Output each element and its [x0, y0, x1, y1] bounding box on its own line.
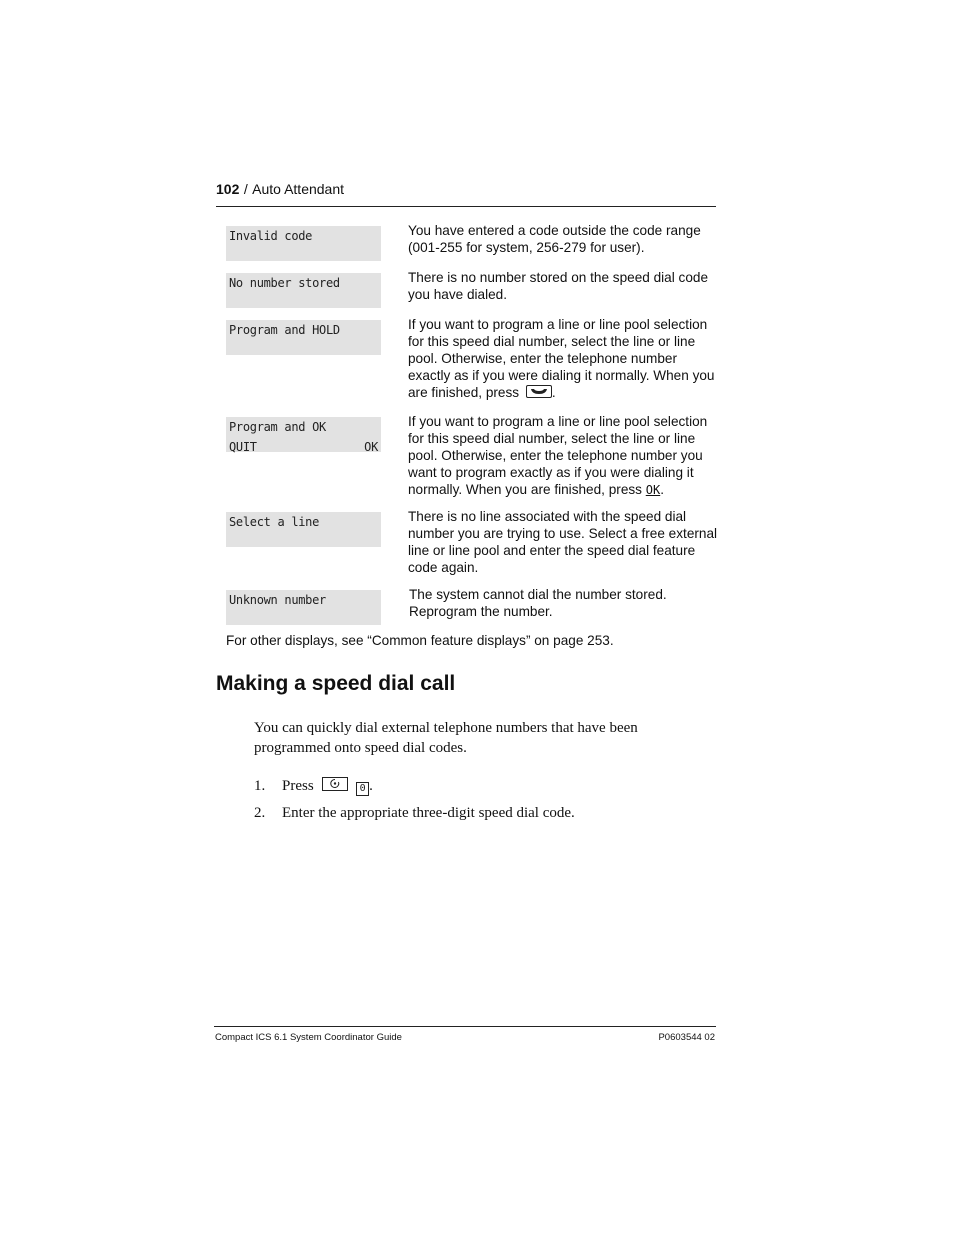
display-select-a-line: [226, 512, 381, 547]
display-invalid-code: [226, 226, 381, 261]
display-line: Select a line: [229, 515, 320, 529]
display-line: Unknown number: [229, 593, 326, 607]
zero-key: 0: [356, 782, 369, 796]
step-text: Enter the appropriate three-digit speed dial code.: [282, 805, 575, 821]
step-2: [254, 805, 575, 822]
section-name: Auto Attendant: [252, 181, 345, 197]
cross-reference-note: For other displays, see “Common feature displays” on page 253.: [226, 633, 614, 648]
display-line: No number stored: [229, 276, 340, 290]
step-1: 1. Press 0 .: [254, 778, 373, 794]
display-description: You have entered a code outside the code range (001-255 for system, 256-279 for user).: [408, 223, 701, 255]
step-number: 2.: [254, 805, 266, 821]
description-text: If you want to program a line or line pool selection for this speed dial number, select the line or line pool. Otherwise, enter the telephone number exactly as if you were dialing it normally. When you are finished, press: [408, 317, 715, 400]
description-text: If you want to program a line or line pool selection for this speed dial number, select the line or line pool. Otherwise, enter the telephone number you want to program exactly as if you were dialing it normally. When you are finished, press: [408, 414, 708, 497]
header-separator: /: [243, 181, 248, 197]
page-number: 102: [216, 181, 240, 197]
intro-paragraph: You can quickly dial external telephone numbers that have been programmed onto speed dial codes.: [254, 720, 638, 756]
display-program-and-hold: [226, 320, 381, 355]
display-program-and-ok: [226, 417, 381, 452]
softkey-quit: QUIT: [229, 440, 257, 454]
section-title: Making a speed dial call: [216, 672, 456, 695]
step-text: Press: [282, 778, 314, 794]
display-description: If you want to program a line or line pool selection for this speed dial number, select the line or line pool. Otherwise, enter the telephone number you want to program exactly as if you were dialing it normally. When you are finished, press OK.: [408, 414, 708, 497]
footer-doc-number: P0603544 02: [658, 1032, 715, 1043]
display-no-number-stored: [226, 273, 381, 308]
hold-key-icon: [526, 385, 552, 398]
feature-key-icon: [322, 777, 348, 791]
display-description: If you want to program a line or line pool selection for this speed dial number, select the line or line pool. Otherwise, enter the telephone number exactly as if you were dialing it normally. When you are finished, press .: [408, 317, 715, 400]
ok-key-label: OK: [645, 483, 661, 497]
display-line: Program and HOLD: [229, 323, 340, 337]
footer-title: Compact ICS 6.1 System Coordinator Guide: [215, 1032, 402, 1043]
page-footer: [214, 1026, 716, 1043]
page-header: [216, 181, 716, 207]
display-description: The system cannot dial the number stored. Reprogram the number.: [409, 587, 667, 619]
display-line: Invalid code: [229, 229, 313, 243]
display-unknown-number: [226, 590, 381, 625]
softkey-ok: OK: [364, 440, 378, 454]
display-line: Program and OK: [229, 420, 326, 434]
display-description: There is no line associated with the speed dial number you are trying to use. Select a free external line or line pool and enter the speed dial feature code again.: [408, 509, 718, 575]
display-description: There is no number stored on the speed dial code you have dialed.: [408, 270, 709, 302]
step-number: 1.: [254, 778, 266, 794]
